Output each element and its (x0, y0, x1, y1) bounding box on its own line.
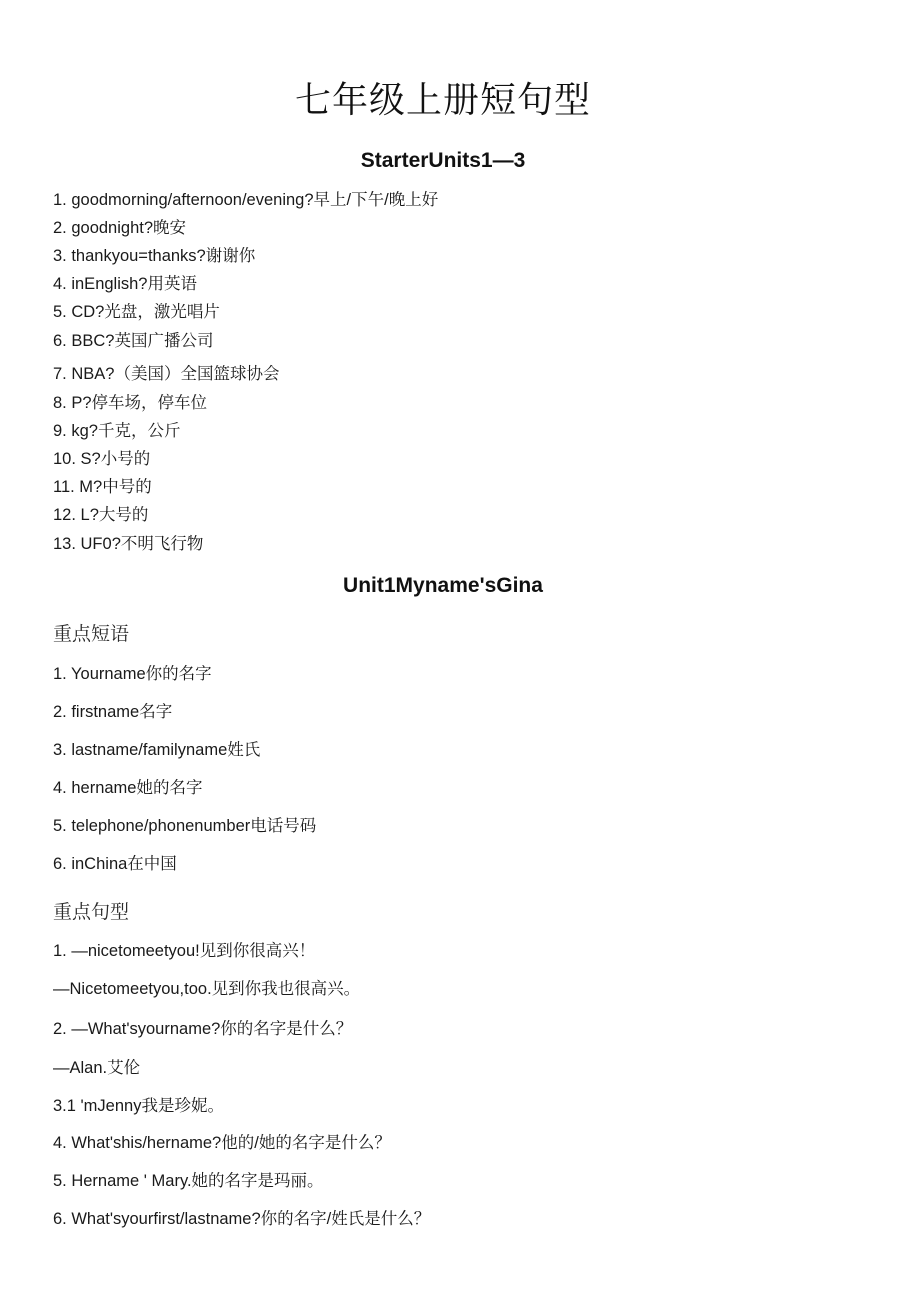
starter-units-heading: StarterUnits1—3 (360, 149, 526, 172)
phrase-item: 3. lastname/familyname姓氏 (53, 741, 261, 759)
starter-item: 8. P?停车场，停车位 (53, 394, 208, 412)
phrase-item: 1. Yourname你的名字 (53, 665, 212, 683)
phrase-item: 6. inChina在中国 (53, 855, 177, 873)
starter-item: 4. inEnglish?用英语 (53, 275, 197, 293)
phrase-item: 5. telephone/phonenumber电话号码 (53, 817, 317, 835)
phrase-item: 4. hername她的名字 (53, 779, 203, 797)
starter-item: 13. UF0?不明飞行物 (53, 535, 204, 553)
key-phrases-label: 重点短语 (53, 623, 130, 645)
starter-item: 6. BBC?英国广播公司 (53, 332, 214, 350)
sentence-item: 3.1 'mJenny我是珍妮。 (53, 1097, 224, 1115)
document-title: 七年级上册短句型 (294, 80, 591, 121)
starter-item: 10. S?小号的 (53, 450, 151, 468)
sentence-item: 6. What'syourfirst/lastname?你的名字/姓氏是什么？ (53, 1210, 431, 1228)
starter-item: 5. CD?光盘，激光唱片 (53, 303, 220, 321)
starter-item: 9. kg?千克，公斤 (53, 422, 181, 440)
sentence-item: 2. —What'syourname?你的名字是什么？ (53, 1020, 353, 1038)
phrase-item: 2. firstname名字 (53, 703, 173, 721)
sentence-item: —Nicetomeetyou,too.见到你我也很高兴。 (53, 980, 361, 998)
sentence-item: —Alan.艾伦 (53, 1059, 141, 1077)
starter-item: 7. NBA?（美国）全国篮球协会 (53, 365, 280, 383)
starter-item: 2. goodnight?晚安 (53, 219, 187, 237)
sentence-item: 4. What'shis/hername?他的/她的名字是什么？ (53, 1134, 391, 1152)
unit1-heading: Unit1Myname'sGina (343, 574, 543, 597)
starter-item: 1. goodmorning/afternoon/evening?早上/下午/晚上好 (53, 191, 439, 209)
starter-item: 12. L?大号的 (53, 506, 149, 524)
starter-item: 11. M?中号的 (53, 478, 152, 496)
starter-item: 3. thankyou=thanks?谢谢你 (53, 247, 256, 265)
sentence-item: 5. Hername ' Mary.她的名字是玛丽。 (53, 1172, 324, 1190)
sentence-item: 1. —nicetomeetyou!见到你很高兴！ (53, 942, 316, 960)
key-sentences-label: 重点句型 (53, 901, 130, 923)
